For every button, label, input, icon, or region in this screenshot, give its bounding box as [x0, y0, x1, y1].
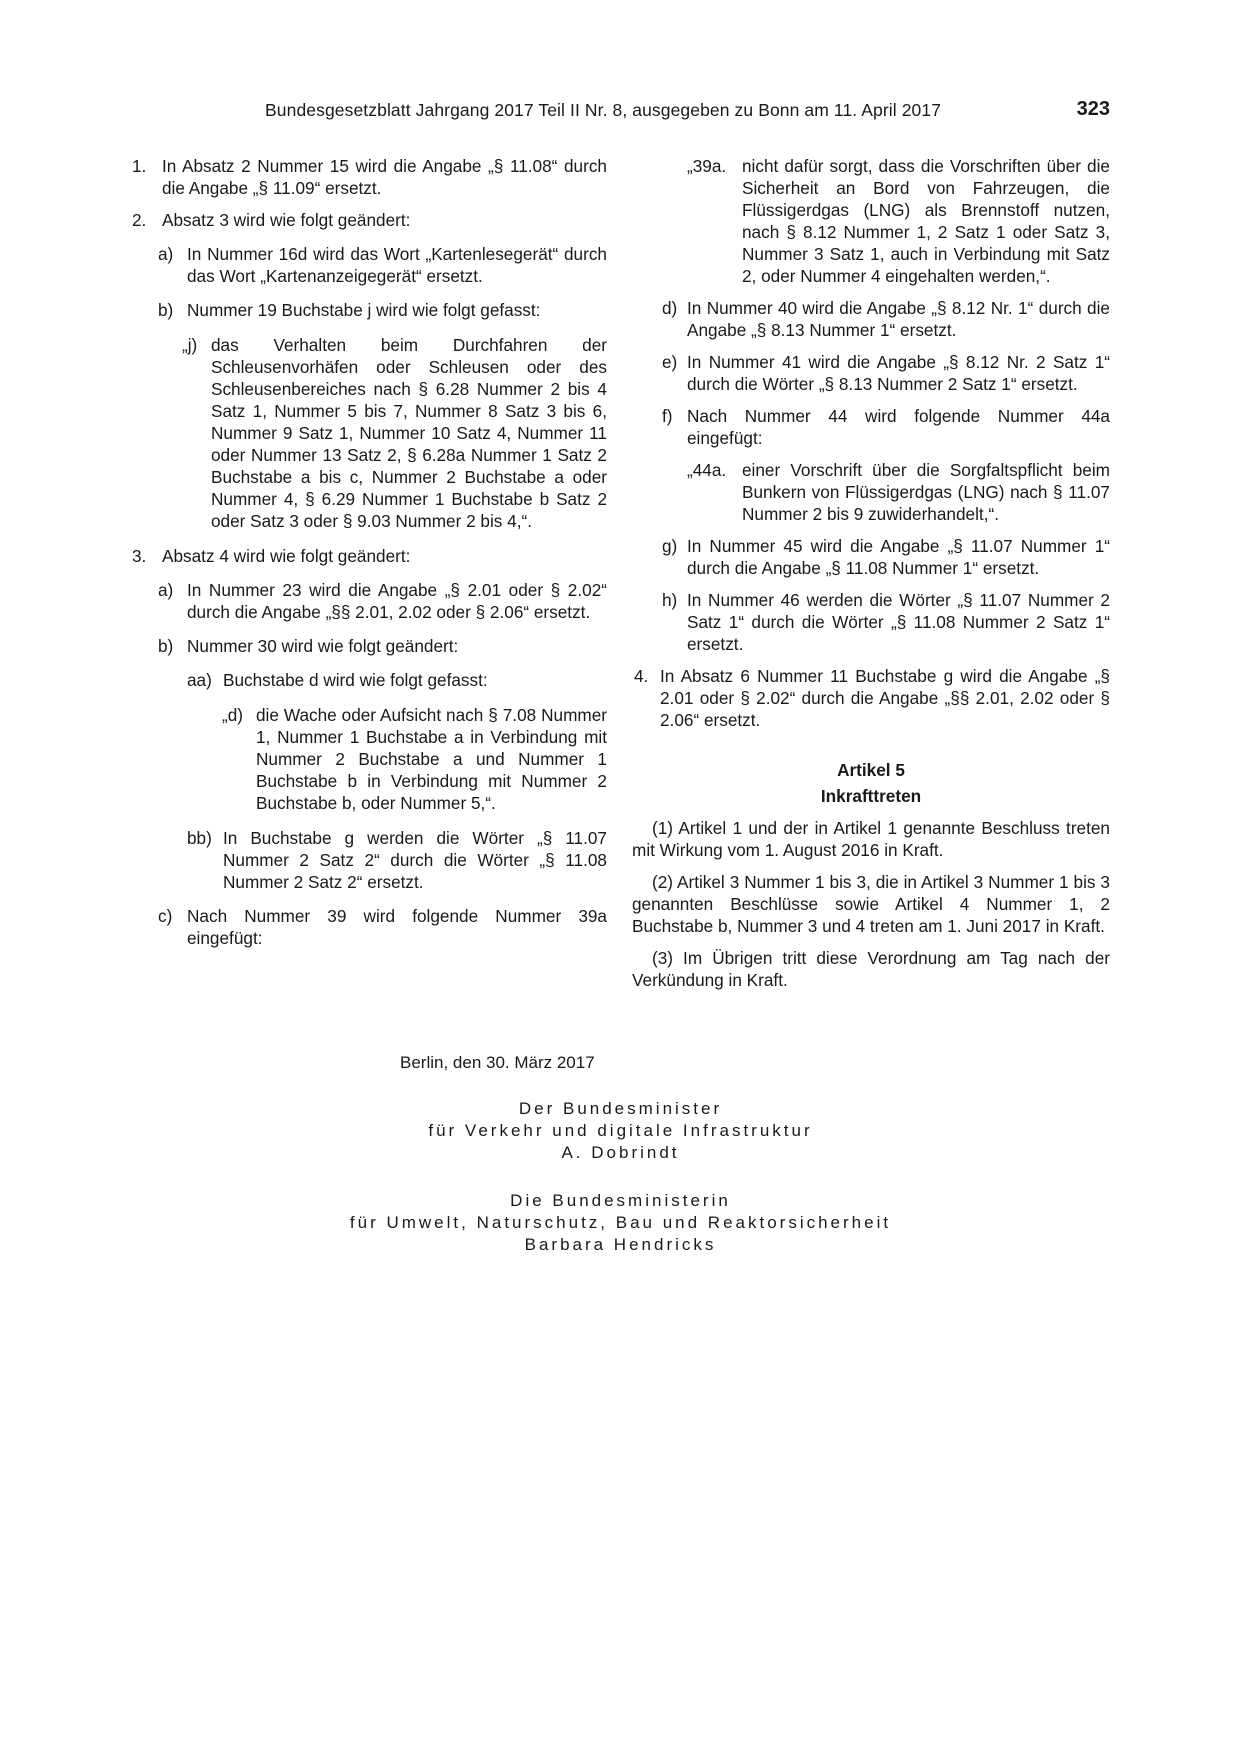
list-item-2b: [130, 299, 607, 321]
minister-2-department: für Umwelt, Naturschutz, Bau und Reaktorsicherheit: [349, 1213, 892, 1232]
minister-1-name: A. Dobrindt: [561, 1143, 680, 1162]
minister-1-block: [0, 1098, 1241, 1164]
list-item-4: [632, 665, 1110, 731]
item-text: In Nummer 46 werden die Wörter „§ 11.07 Nummer 2 Satz 1“ durch die Wörter „§ 11.08 Nummer 2 Satz 1“ ersetzt.: [687, 590, 1110, 654]
list-item-3d: [632, 297, 1110, 341]
item-marker: e): [662, 352, 678, 372]
item-text: In Nummer 40 wird die Angabe „§ 8.12 Nr. 1“ durch die Angabe „§ 8.13 Nummer 1“ ersetzt.: [687, 298, 1110, 340]
list-item-3: [130, 545, 607, 567]
list-item-3c: [130, 905, 607, 949]
list-item-1: [130, 155, 607, 199]
minister-2-title: Die Bundesministerin: [510, 1191, 731, 1210]
item-text: Nach Nummer 39 wird folgende Nummer 39a eingefügt:: [187, 906, 607, 948]
item-text: Nummer 30 wird wie folgt geändert:: [187, 636, 459, 656]
item-text: In Nummer 16d wird das Wort „Kartenlesegerät“ durch das Wort „Kartenanzeigegerät“ ersetzt.: [187, 244, 607, 286]
item-text: In Buchstabe g werden die Wörter „§ 11.07 Nummer 2 Satz 2“ durch die Wörter „§ 11.08 Nummer 2 Satz 2“ ersetzt.: [223, 828, 607, 892]
item-marker: 1.: [132, 156, 147, 176]
item-text: nicht dafür sorgt, dass die Vorschriften über die Sicherheit an Bord von Fahrzeugen, die Flüssigerdgas (LNG) als Brennstoff nutzen, nach § 8.12 Nummer 1, 2 Satz 1 oder Satz 3, Nummer 3 Satz 1, auch in Verbindung mit Satz 2, oder Nummer 4 eingehalten werden,“.: [742, 156, 1110, 286]
page-number: 323: [1076, 98, 1110, 120]
item-text: Buchstabe d wird wie folgt gefasst:: [223, 670, 488, 690]
list-item-39a: [632, 155, 1110, 287]
right-column: [632, 155, 1110, 991]
article-heading: Inkrafttreten: [820, 786, 922, 806]
list-item-3b-aa: [130, 669, 607, 691]
item-marker: 2.: [132, 210, 147, 230]
item-marker: 4.: [634, 666, 649, 686]
left-column: [130, 155, 607, 949]
item-marker: „d): [222, 705, 244, 725]
list-item-3g: [632, 535, 1110, 579]
item-text: Nummer 19 Buchstabe j wird wie folgt gefasst:: [187, 300, 541, 320]
list-item-2b-j: [130, 334, 607, 532]
paragraph-3: (3) Im Übrigen tritt diese Verordnung am Tag nach der Verkündung in Kraft.: [632, 948, 1110, 990]
list-item-44a: [632, 459, 1110, 525]
item-marker: aa): [187, 670, 212, 690]
item-text: Absatz 3 wird wie folgt geändert:: [162, 210, 411, 230]
item-marker: a): [158, 244, 174, 264]
list-item-3b-aa-d: [130, 704, 607, 814]
item-marker: c): [158, 906, 173, 926]
article-title: Artikel 5: [837, 760, 905, 780]
item-text: In Absatz 2 Nummer 15 wird die Angabe „§ 11.08“ durch die Angabe „§ 11.09“ ersetzt.: [162, 156, 607, 198]
minister-2-block: [0, 1190, 1241, 1256]
item-marker: „44a.: [687, 460, 727, 480]
minister-1-title: Der Bundesminister: [518, 1099, 723, 1118]
item-marker: 3.: [132, 546, 147, 566]
item-text: das Verhalten beim Durchfahren der Schleusenvorhäfen oder Schleusen oder des Schleusenbereiches nach § 6.28 Nummer 2 bis 4 Satz 1, Nummer 5 bis 7, Nummer 8 Satz 3 bis 6, Nummer 9 Satz 1, Nummer 10 Satz 4, Nummer 11 oder Nummer 13 Satz 2, § 6.28a Nummer 1 Satz 2 Buchstabe a bis c, Nummer 2 Buchstabe a oder Nummer 4, § 6.29 Nummer 1 Buchstabe b Satz 2 oder Satz 3 oder § 9.03 Nummer 2 bis 4,“.: [211, 335, 607, 531]
item-marker: d): [662, 298, 678, 318]
item-marker: f): [662, 406, 673, 426]
item-text: In Nummer 41 wird die Angabe „§ 8.12 Nr. 2 Satz 1“ durch die Wörter „§ 8.13 Nummer 2 Satz 1“ ersetzt.: [687, 352, 1110, 394]
running-title: Bundesgesetzblatt Jahrgang 2017 Teil II Nr. 8, ausgegeben zu Bonn am 11. April 2017: [265, 100, 942, 120]
list-item-3b: [130, 635, 607, 657]
item-marker: b): [158, 636, 174, 656]
item-marker: „39a.: [687, 156, 727, 176]
item-marker: b): [158, 300, 174, 320]
list-item-2: [130, 209, 607, 231]
list-item-3b-bb: [130, 827, 607, 893]
item-text: die Wache oder Aufsicht nach § 7.08 Nummer 1, Nummer 1 Buchstabe a in Verbindung mit Nummer 2 Buchstabe a und Nummer 1 Buchstabe b in Verbindung mit Nummer 2 Buchstabe b, oder Nummer 5,“.: [256, 705, 607, 813]
place-date: Berlin, den 30. März 2017: [400, 1053, 595, 1072]
item-text: In Nummer 23 wird die Angabe „§ 2.01 oder § 2.02“ durch die Angabe „§§ 2.01, 2.02 oder § 2.06“ ersetzt.: [187, 580, 607, 622]
paragraph-1: (1) Artikel 1 und der in Artikel 1 genannte Beschluss treten mit Wirkung vom 1. August 2016 in Kraft.: [632, 818, 1110, 860]
list-item-3h: [632, 589, 1110, 655]
item-marker: h): [662, 590, 678, 610]
item-marker: a): [158, 580, 174, 600]
item-marker: „j): [182, 335, 198, 355]
list-item-3e: [632, 351, 1110, 395]
list-item-3f: [632, 405, 1110, 449]
item-text: In Nummer 45 wird die Angabe „§ 11.07 Nummer 1“ durch die Angabe „§ 11.08 Nummer 1“ ersetzt.: [687, 536, 1110, 578]
minister-1-department: für Verkehr und digitale Infrastruktur: [428, 1121, 813, 1140]
list-item-3a: [130, 579, 607, 623]
page-header: [140, 100, 1110, 128]
list-item-2a: [130, 243, 607, 287]
paragraph-2: (2) Artikel 3 Nummer 1 bis 3, die in Artikel 3 Nummer 1 bis 3 genannten Beschlüsse sowie Artikel 4 Nummer 1, 2 Buchstabe b, Nummer 3 und 4 treten am 1. Juni 2017 in Kraft.: [632, 872, 1110, 936]
item-marker: bb): [187, 828, 212, 848]
item-text: In Absatz 6 Nummer 11 Buchstabe g wird die Angabe „§ 2.01 oder § 2.02“ durch die Angabe „§§ 2.01, 2.02 oder § 2.06“ ersetzt.: [660, 666, 1110, 730]
item-marker: g): [662, 536, 678, 556]
item-text: Nach Nummer 44 wird folgende Nummer 44a eingefügt:: [687, 406, 1110, 448]
item-text: Absatz 4 wird wie folgt geändert:: [162, 546, 411, 566]
minister-2-name: Barbara Hendricks: [524, 1235, 717, 1254]
item-text: einer Vorschrift über die Sorgfaltspflicht beim Bunkern von Flüssigerdgas (LNG) nach § 11.07 Nummer 2 bis 9 zuwiderhandelt,“.: [742, 460, 1110, 524]
